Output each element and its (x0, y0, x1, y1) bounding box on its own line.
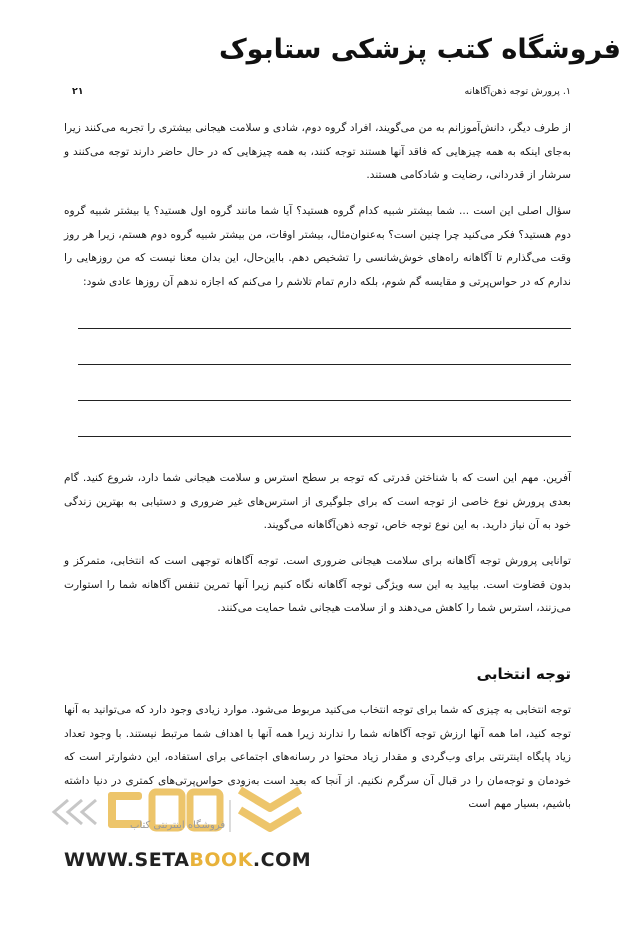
running-head (72, 86, 571, 102)
paragraph: توانایی پرورش توجه آگاهانه برای سلامت هیجانی ضروری است. توجه آگاهانه توجهی است که انتخابی، متمرکز و بدون قضاوت است. بیایید به این سه ویژگی توجه آگاهانه نگاه کنیم زیرا آنها تمرین تنفس آگاهانه شما را استوارت می‌زنند، استرس شما را کاهش می‌دهند و از سلامت هیجانی شما حمایت می‌کنند. (64, 555, 571, 614)
url-prefix: WWW.SETA (64, 849, 190, 871)
answer-line (78, 436, 571, 437)
section-heading: توجه انتخابی (476, 665, 571, 683)
answer-line (78, 328, 571, 329)
watermark-url (64, 849, 311, 871)
answer-line (78, 364, 571, 365)
paragraph: سؤال اصلی این است ... شما بیشتر شبیه کدام گروه هستید؟ آیا شما مانند گروه اول هستید؟ یا بیشتر شبیه گروه دوم هستید؟ فکر می‌کنید چرا چنین است؟ به‌عنوان‌مثال، بیشتر اوقات، من بیشتر شبیه گروه دوم هستم، زیرا هر روز وقت می‌گذارم تا آگاهانه راه‌های خوش‌شانسی را تشخیص دهم. بااین‌حال، این بدان معنا نیست که من روزهایی را ندارم که در حواس‌پرتی و مقایسه گم شوم، بلکه دارم تمام تلاشم را می‌کنم که اجازه ندهم آن روزها عادی شود: (64, 205, 571, 288)
page-number: ۲۱ (72, 86, 84, 97)
store-title: فروشگاه کتب پزشکی ستابوک (218, 34, 621, 65)
watermark-subtitle: فروشگاه اینترنتی کتاب (130, 820, 226, 831)
paragraph: از طرف دیگر، دانش‌آموزانم به من می‌گویند، افراد گروه دوم، شادی و سلامت هیجانی بیشتری را تجربه می‌کنند زیرا به‌جای اینکه به همه چیزهایی که فاقد آنها هستند توجه کنند، به همه چیزهایی که در حال حاضر دارند توجه می‌کنند و سرشار از قدردانی، رضایت و شادکامی هستند. (64, 122, 571, 181)
url-suffix: .COM (252, 849, 312, 871)
answer-lines (78, 328, 571, 472)
url-accent: BOOK (189, 849, 253, 871)
paragraph: آفرین. مهم این است که با شناختن قدرتی که توجه بر سطح استرس و سلامت هیجانی شما دارد، شروع کنید. گام بعدی پرورش نوع خاصی از توجه است که برای جلوگیری از استرس‌های غیر ضروری و دستیابی به بهترین زندگی خود به آن نیاز دارید. به این نوع توجه خاص، توجه ذهن‌آگاهانه می‌گویند. (64, 472, 571, 531)
chapter-title: ۱. پرورش توجه ذهن‌آگاهانه (464, 86, 571, 97)
answer-line (78, 400, 571, 401)
paragraph: توجه انتخابی به چیزی که شما برای توجه انتخاب می‌کنید مربوط می‌شود. موارد زیادی وجود دارد که می‌توانید به آنها توجه کنید، اما همه آنها ارزش توجه آگاهانه شما را ندارند زیرا همه آنها با اهداف شما مرتبط نیستند. با وجود تعداد زیاد پایگاه اینترنتی برای وب‌گردی و مقدار زیاد محتوا در رسانه‌های اجتماعی برای استفاده، این دشوارتر است که خودمان و توجه‌مان را در قبال آن سرگرم نکنیم. از آنجا که بعید است به‌زودی حواس‌پرتی‌های کمتری در دنیا داشته باشیم، بسیار مهم است (64, 704, 571, 810)
